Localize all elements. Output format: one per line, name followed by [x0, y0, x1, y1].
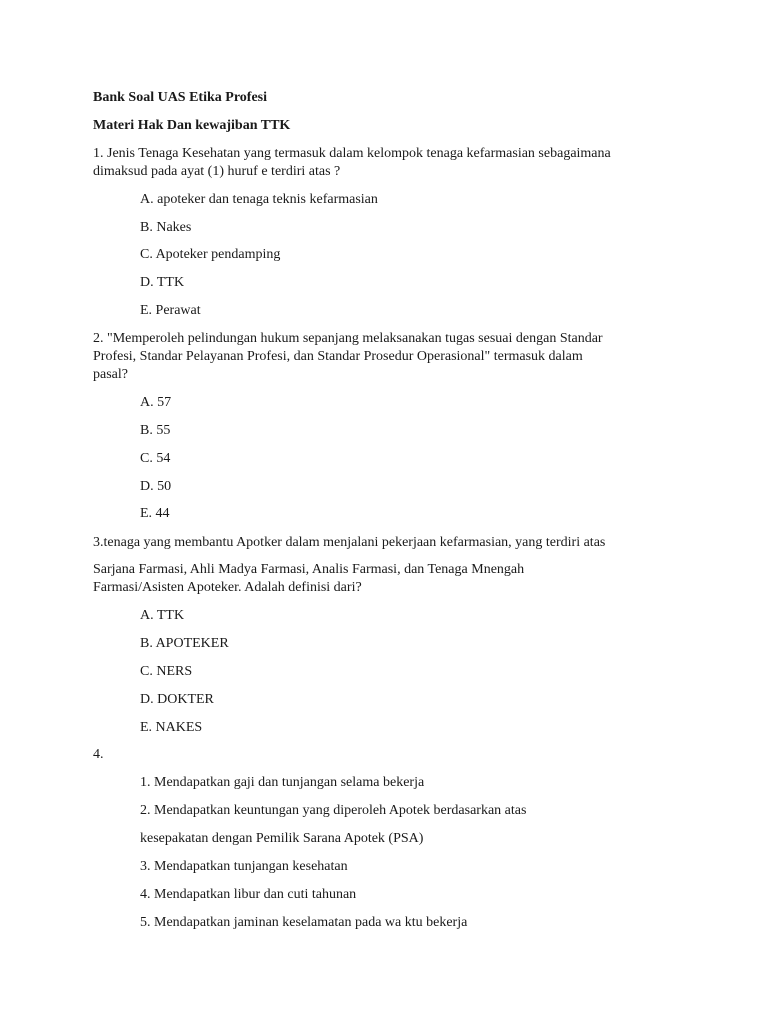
question-2-text-cont: Profesi, Standar Pelayanan Profesi, dan Standar Prosedur Operasional" termasuk dalam — [93, 349, 583, 364]
question-3-option-e: E. NAKES — [140, 720, 203, 735]
question-1-text-cont: dimaksud pada ayat (1) huruf e terdiri atas ? — [93, 164, 341, 179]
question-4-item-1: 1. Mendapatkan gaji dan tunjangan selama bekerja — [140, 775, 425, 790]
question-4-item-3: 3. Mendapatkan tunjangan kesehatan — [140, 859, 348, 874]
question-4-item-2-cont: kesepakatan dengan Pemilik Sarana Apotek (PSA) — [140, 831, 424, 846]
question-1-option-c: C. Apoteker pendamping — [140, 247, 281, 262]
question-2-option-e: E. 44 — [140, 506, 170, 521]
question-1-option-a: A. apoteker dan tenaga teknis kefarmasian — [140, 192, 378, 207]
question-3-option-b: B. APOTEKER — [140, 636, 229, 651]
question-3-text-cont: Sarjana Farmasi, Ahli Madya Farmasi, Analis Farmasi, dan Tenaga Mnengah — [93, 562, 525, 577]
question-1-text: 1. Jenis Tenaga Kesehatan yang termasuk dalam kelompok tenaga kefarmasian sebagaimana — [93, 146, 611, 161]
question-2-text-cont-2: pasal? — [93, 367, 128, 382]
question-4-number: 4. — [93, 747, 104, 762]
question-2-option-b: B. 55 — [140, 423, 171, 438]
question-4-item-5: 5. Mendapatkan jaminan keselamatan pada wa ktu bekerja — [140, 915, 468, 930]
question-3-text: 3.tenaga yang membantu Apotker dalam menjalani pekerjaan kefarmasian, yang terdiri atas — [93, 535, 606, 550]
question-3-option-a: A. TTK — [140, 608, 185, 623]
document-subtitle: Materi Hak Dan kewajiban TTK — [93, 118, 291, 133]
question-4-item-2: 2. Mendapatkan keuntungan yang diperoleh Apotek berdasarkan atas — [140, 803, 527, 818]
question-1-option-d: D. TTK — [140, 275, 185, 290]
question-3-option-d: D. DOKTER — [140, 692, 214, 707]
question-1-option-b: B. Nakes — [140, 220, 192, 235]
question-2-text: 2. "Memperoleh pelindungan hukum sepanjang melaksanakan tugas sesuai dengan Standar — [93, 331, 603, 346]
question-4-item-4: 4. Mendapatkan libur dan cuti tahunan — [140, 887, 357, 902]
question-2-option-a: A. 57 — [140, 395, 172, 410]
question-1-option-e: E. Perawat — [140, 303, 201, 318]
question-3-option-c: C. NERS — [140, 664, 193, 679]
question-2-option-c: C. 54 — [140, 451, 171, 466]
question-2-option-d: D. 50 — [140, 479, 172, 494]
document-title: Bank Soal UAS Etika Profesi — [93, 90, 267, 105]
question-3-text-cont-2: Farmasi/Asisten Apoteker. Adalah definisi dari? — [93, 580, 362, 595]
